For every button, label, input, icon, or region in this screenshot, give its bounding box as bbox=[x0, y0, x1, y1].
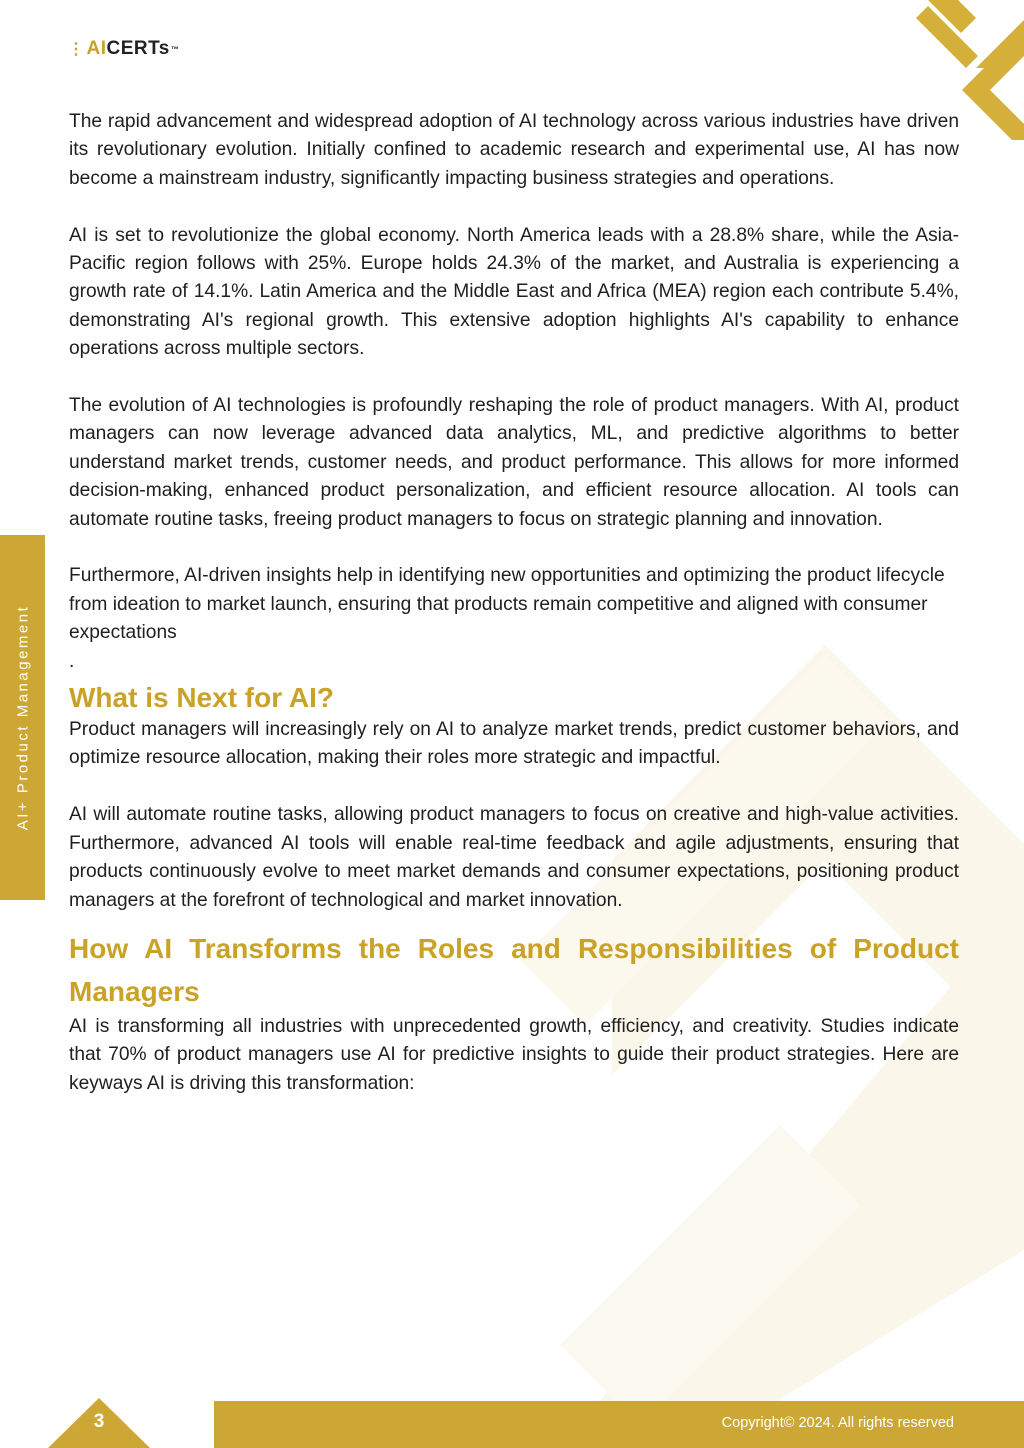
copyright-text: Copyright© 2024. All rights reserved bbox=[721, 1415, 954, 1431]
logo-certs-text: CERTs bbox=[106, 38, 170, 59]
logo-ai-text: AI bbox=[86, 38, 107, 59]
side-tab-label: AI+ Product Management bbox=[14, 604, 32, 831]
side-section-tab bbox=[0, 535, 45, 900]
paragraph-rely-on-ai: Product managers will increasingly rely on AI to analyze market trends, predict customer behaviors, and optimize resource allocation, making their roles more strategic and impactful. bbox=[69, 719, 959, 769]
paragraph-automation: AI will automate routine tasks, allowing product managers to focus on creative and high-value activities. Furthermore, advanced AI tools will enable real-time feedback and agile adjustments, ensuring that products continuously evolve to meet market demands and consumer expectations, positioning product managers at the forefront of technological and market innovation. bbox=[69, 804, 959, 911]
stray-period: . bbox=[69, 650, 75, 672]
logo-mark-icon: ⋮ bbox=[68, 41, 85, 58]
paragraph-transforming-industries: AI is transforming all industries with unprecedented growth, efficiency, and creativity. Studies indicate that 70% of product managers use AI for predictive insights to guide their product strategies. Here are keyways AI is driving this transformation: bbox=[69, 1015, 959, 1094]
paragraph-insights: Furthermore, AI-driven insights help in identifying new opportunities and optimizing the product lifecycle from ideation to market launch, ensuring that products remain competitive and aligned with consumer expectations bbox=[69, 565, 945, 644]
aicerts-logo bbox=[68, 38, 179, 60]
paragraph-regional-share: AI is set to revolutionize the global economy. North America leads with a 28.8% share, while the Asia-Pacific region follows with 25%. Europe holds 24.3% of the market, and Australia is experiencing a growth rate of 14.1%. Latin America and the Middle East and Africa (MEA) region each contribute 5.4%, demonstrating AI's regional growth. This extensive adoption highlights AI's capability to enhance operations across multiple sectors. bbox=[69, 224, 959, 360]
paragraph-evolution: The evolution of AI technologies is profoundly reshaping the role of product managers. With AI, product managers can now leverage advanced data analytics, ML, and predictive algorithms to better understand market trends, customer needs, and product performance. This allows for more informed decision-making, enhanced product personalization, and efficient resource allocation. AI tools can automate routine tasks, freeing product managers to focus on strategic planning and innovation. bbox=[69, 395, 959, 530]
heading-transforms-roles: How AI Transforms the Roles and Responsibilities of Product Managers bbox=[69, 932, 959, 1007]
heading-whats-next: What is Next for AI? bbox=[69, 682, 334, 714]
paragraph-intro: The rapid advancement and widespread adoption of AI technology across various industries have driven its revolutionary evolution. Initially confined to academic research and experimental use, AI has now become a mainstream industry, significantly impacting business strategies and operations. bbox=[69, 111, 959, 189]
page-number: 3 bbox=[93, 1411, 105, 1432]
logo-trademark: ™ bbox=[170, 44, 180, 54]
page-content bbox=[69, 108, 959, 1098]
